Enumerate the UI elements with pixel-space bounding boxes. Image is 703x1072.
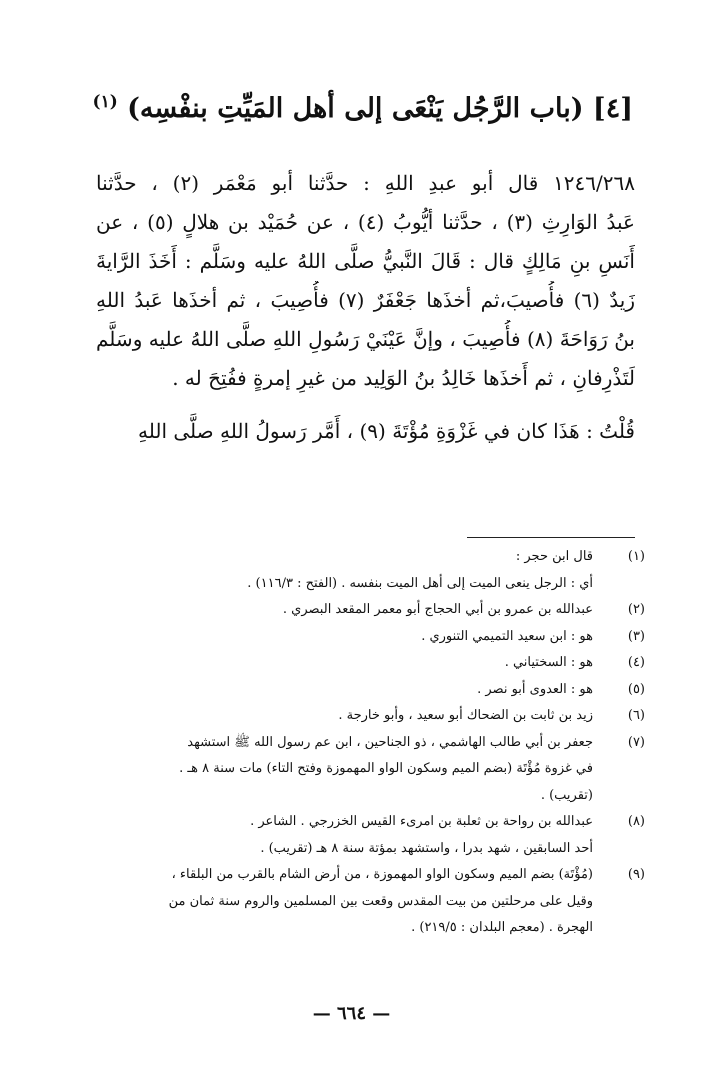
footnotes (56, 544, 645, 942)
hadith-line: أَنَسِ بنِ مَالِكٍ قال : قَالَ النَّبيُّ صلَّى اللهُ عليه وسَلَّم : أَخَذَ الرَّايةَ (96, 249, 635, 273)
footnote-line: في غزوة مُؤْتَة (بضم الميم وسكون الواو المهموزة وفتح التاء) مات سنة ٨ هـ . (179, 761, 593, 776)
hadith-line: لَتَذْرِفانِ ، ثم أَخذَها خَالِدُ بنُ الوَلِيد من غيرِ إمرةٍ ففُتِحَ له . (172, 366, 635, 390)
footnote-number: (٦) (627, 708, 645, 723)
chapter-title-text: [٤] (باب الرَّجُل يَنْعَى إلى أهل المَيِّتِ بنفْسِه) (127, 93, 633, 124)
footnote-line: هو : ابن سعيد التميمي التنوري . (421, 628, 593, 644)
footnote-line: جعفر بن أبي طالب الهاشمي ، ذو الجناحين ، ابن عم رسول الله ﷺ استشهد (187, 734, 593, 750)
hadith-line: زَيدٌ (٦) فأُصيبَ،ثم أخذَها جَعْفَرٌ (٧) فأُصِيبَ ، ثم أخذَها عَبدُ اللهِ (96, 288, 635, 312)
footnote-line: هو : العدوى أبو نصر . (477, 681, 593, 697)
footnote-number: (٩) (627, 867, 645, 882)
footnote-line: قال ابن حجر : (515, 549, 593, 564)
footnote-number: (٣) (627, 628, 645, 644)
footnote-line: وقيل على مرحلتين من بيت المقدس وقعت بين المسلمين والروم سنة ثمان من (168, 893, 593, 909)
footnote-line: هو : السختياني . (504, 655, 593, 670)
footnote-number: (٤) (627, 655, 645, 670)
hadith-line: بنُ رَوَاحَةَ (٨) فأُصِيبَ ، وإنَّ عَيْنَيْ رَسُولِ اللهِ صلَّى اللهُ عليه وسَلَّم (96, 327, 635, 351)
author-remark: قُلْتُ : هَذَا كان في غَزْوَةِ مُؤْتَةَ (٩) ، أَمَّر رَسولُ اللهِ صلَّى اللهِ (138, 419, 635, 443)
chapter-footnote-ref: (١) (92, 92, 118, 112)
footnote-line: عبدالله بن عمرو بن أبي الحجاج أبو معمر المقعد البصري . (282, 602, 593, 617)
footnote-line: أي : الرجل ينعى الميت إلى أهل الميت بنفسه . (الفتح : ١١٦/٣) . (247, 575, 593, 591)
footnote (56, 730, 645, 810)
footnote-number: (٥) (627, 681, 645, 697)
footnote (56, 624, 645, 651)
footnote-number: (٢) (627, 602, 645, 617)
footnote (56, 809, 645, 862)
hadith-text (96, 164, 635, 398)
footnote-line: أحد السابقين ، شهد بدرا ، واستشهد بمؤتة سنة ٨ هـ (تقريب) . (260, 840, 593, 856)
footnote-number: (٨) (627, 814, 645, 829)
footnote (56, 650, 645, 677)
footnote-number: (٧) (627, 734, 645, 750)
footnote-line: (تقريب) . (540, 787, 593, 803)
page-number: — ٦٦٤ — (312, 1003, 391, 1024)
chapter-title (70, 92, 633, 124)
footnote (56, 597, 645, 624)
footnote (56, 862, 645, 942)
footnote (56, 677, 645, 704)
footnote-line: (مُؤْتَة) بضم الميم وسكون الواو المهموزة ، من أرض الشام بالقرب من البلقاء ، (171, 867, 593, 882)
footnote-line: الهجرة . (معجم البلدان : ٢١٩/٥) . (411, 920, 593, 935)
footnote (56, 544, 645, 597)
footnote (56, 703, 645, 730)
footnote-line: زيد بن ثابت بن الضحاك أبو سعيد ، وأبو خارجة . (338, 708, 593, 723)
footnote-divider (467, 537, 635, 538)
footnote-number: (١) (627, 549, 645, 564)
footnote-line: عبدالله بن رواحة بن ثعلبة بن امرىء القيس الخزرجي . الشاعر . (250, 814, 593, 829)
hadith-line: ١٢٤٦/٢٦٨ قال أبو عبدِ اللهِ : حدَّثنا أبو مَعْمَر (٢) ، حدَّثنا (96, 171, 635, 195)
hadith-line: عَبدُ الوَارِثِ (٣) ، حدَّثنا أيُّوبُ (٤) ، عن حُمَيْد بن هلالٍ (٥) ، عن (96, 210, 635, 234)
